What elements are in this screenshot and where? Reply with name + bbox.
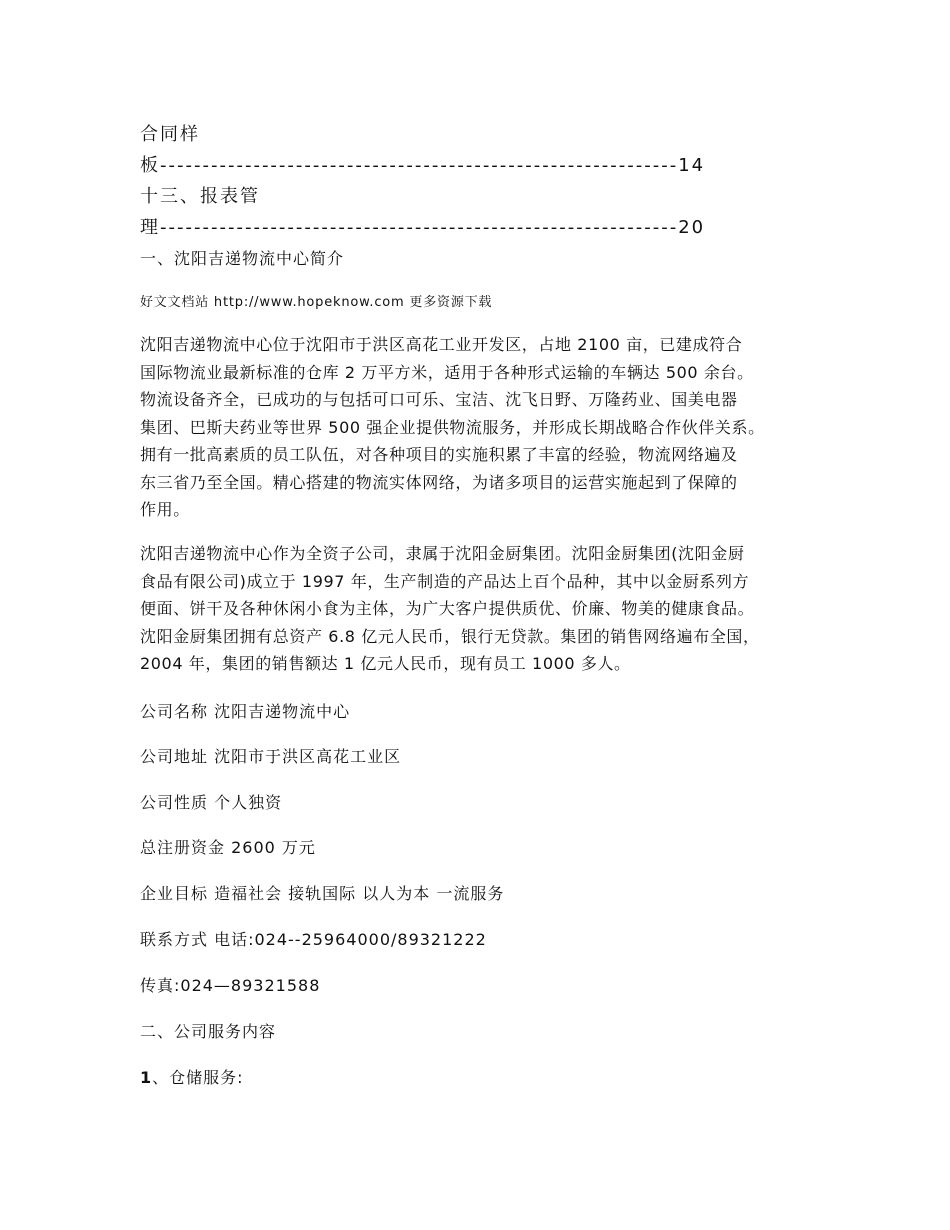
- paragraph-line: 作用。: [140, 500, 190, 519]
- section-2-heading: 二、公司服务内容: [140, 1022, 277, 1041]
- company-nature: 公司性质 个人独资: [140, 793, 283, 812]
- toc-entry-2-leader: 理-------------------------------------------------------------20: [140, 217, 706, 238]
- registered-capital: 总注册资金 2600 万元: [140, 838, 316, 857]
- contact-fax: 传真:024—89321588: [140, 976, 321, 995]
- paragraph-line: 国际物流业最新标准的仓库 2 万平方米，适用于各种形式运输的车辆达 500 余台。: [140, 362, 754, 382]
- paragraph-line: 拥有一批高素质的员工队伍，对各种项目的实施积累了丰富的经验，物流网络遍及: [140, 445, 738, 464]
- intro-paragraph-2: [140, 540, 830, 678]
- company-goal: 企业目标 造福社会 接轨国际 以人为本 一流服务: [140, 884, 505, 903]
- toc-entry-2-title: 十三、报表管: [140, 186, 260, 207]
- paragraph-line: 集团、巴斯夫药业等世界 500 强企业提供物流服务，并形成长期战略合作伙伴关系。: [140, 417, 765, 437]
- company-name: 公司名称 沈阳吉递物流中心: [140, 702, 351, 721]
- service-item-1-label: 、仓储服务:: [152, 1068, 244, 1087]
- paragraph-line: 东三省乃至全国。精心搭建的物流实体网络，为诸多项目的运营实施起到了保障的: [140, 472, 738, 492]
- section-1-heading: 一、沈阳吉递物流中心简介: [140, 249, 345, 268]
- paragraph-line: 沈阳吉递物流中心作为全资子公司，隶属于沈阳金厨集团。沈阳金厨集团(沈阳金厨: [140, 544, 745, 563]
- intro-paragraph-1: [140, 331, 830, 524]
- paragraph-line: 沈阳吉递物流中心位于沈阳市于洪区高花工业开发区，占地 2100 亩，已建成符合: [140, 335, 743, 354]
- service-item-1-number: 1: [140, 1068, 153, 1087]
- toc-entry-1-leader: 板-------------------------------------------------------------14: [140, 155, 706, 176]
- paragraph-line: 物流设备齐全，已成功的与包括可口可乐、宝洁、沈飞日野、万隆药业、国美电器: [140, 390, 738, 409]
- watermark-text: 好文文档站 http://www.hopeknow.com 更多资源下载: [140, 295, 493, 310]
- service-item-1: [140, 1065, 830, 1088]
- company-address: 公司地址 沈阳市于洪区高花工业区: [140, 747, 402, 766]
- contact-phone: 联系方式 电话:024--25964000/89321222: [140, 930, 487, 949]
- paragraph-line: 2004 年，集团的销售额达 1 亿元人民币，现有员工 1000 多人。: [140, 654, 631, 673]
- toc-entry-1-title: 合同样: [140, 124, 200, 145]
- paragraph-line: 沈阳金厨集团拥有总资产 6.8 亿元人民币，银行无贷款。集团的销售网络遍布全国，: [140, 626, 760, 646]
- paragraph-line: 便面、饼干及各种休闲小食为主体，为广大客户提供质优、价廉、物美的健康食品。: [140, 599, 755, 618]
- paragraph-line: 食品有限公司)成立于 1997 年，生产制造的产品达上百个品种，其中以金厨系列方: [140, 571, 750, 591]
